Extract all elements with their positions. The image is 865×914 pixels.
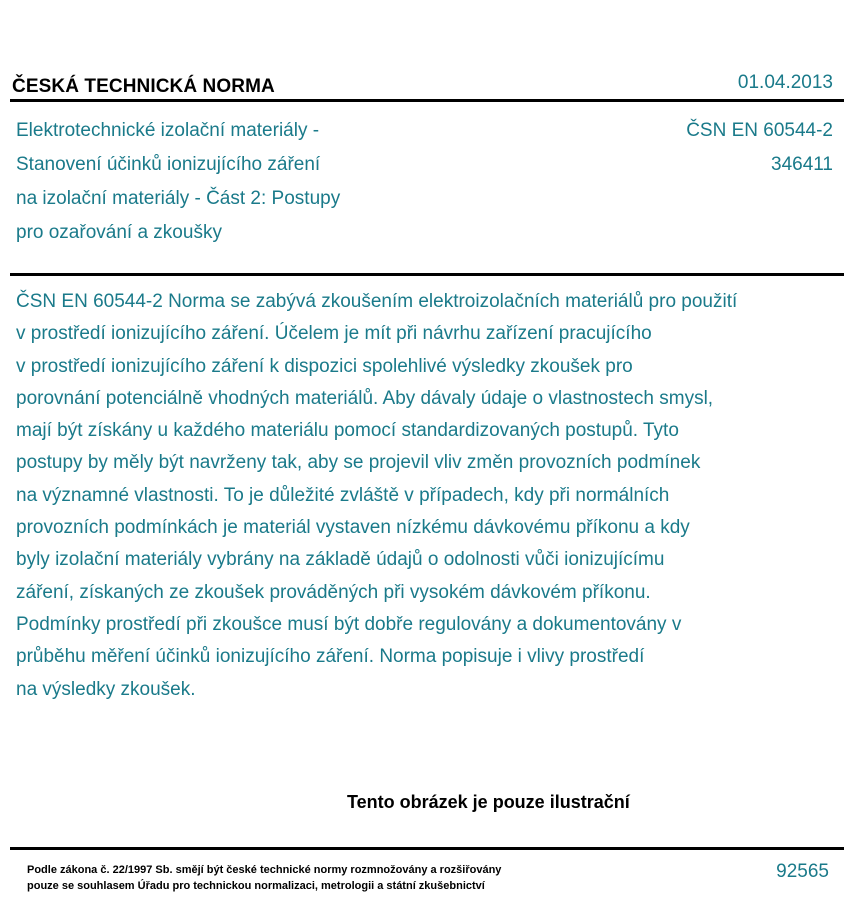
legal-notice-line: pouze se souhlasem Úřadu pro technickou normalizaci, metrologii a státní zkušebnictví: [27, 880, 485, 892]
title-divider: [10, 273, 844, 276]
document-type-heading: ČESKÁ TECHNICKÁ NORMA: [12, 76, 275, 97]
abstract-line: mají být získány u každého materiálu pomocí standardizovaných postupů. Tyto: [16, 420, 679, 442]
standard-title: [16, 114, 436, 250]
abstract-line: byly izolační materiály vybrány na základě údajů o odolnosti vůči ionizujícímu: [16, 549, 665, 571]
standard-title-line: na izolační materiály - Část 2: Postupy: [16, 188, 341, 209]
classification-code: 346411: [771, 154, 833, 175]
abstract-line: porovnání potenciálně vhodných materiálů. Aby dávaly údaje o vlastnostech smysl,: [16, 387, 714, 409]
standard-title-line: Elektrotechnické izolační materiály -: [16, 120, 320, 141]
standard-designation: ČSN EN 60544-2: [686, 120, 833, 141]
legal-notice-line: Podle zákona č. 22/1997 Sb. smějí být české technické normy rozmnožovány a rozšiřovány: [27, 864, 502, 876]
abstract-line: ČSN EN 60544-2 Norma se zabývá zkoušením elektroizolačních materiálů pro použití: [16, 291, 738, 312]
footer-divider: [10, 847, 844, 850]
legal-notice: [27, 862, 501, 894]
abstract-text: [16, 286, 846, 706]
abstract-line: průběhu měření účinků ionizujícího záření. Norma popisuje i vlivy prostředí: [16, 646, 645, 668]
abstract-line: na výsledky zkoušek.: [16, 678, 196, 700]
abstract-line: na významné vlastnosti. To je důležité zvláště v případech, kdy při normálních: [16, 484, 670, 506]
publication-date: 01.04.2013: [737, 72, 833, 93]
abstract-line: záření, získaných ze zkoušek prováděných při vysokém dávkovém příkonu.: [16, 581, 651, 603]
header-divider: [10, 99, 844, 102]
standard-identifiers: [686, 114, 833, 182]
catalog-number: 92565: [776, 861, 829, 882]
abstract-line: Podmínky prostředí při zkoušce musí být dobře regulovány a dokumentovány v: [16, 613, 682, 635]
standard-title-line: pro ozařování a zkoušky: [16, 222, 222, 243]
abstract-line: v prostředí ionizujícího záření. Účelem je mít při návrhu zařízení pracujícího: [16, 323, 652, 345]
standard-title-line: Stanovení účinků ionizujícího záření: [16, 154, 321, 175]
illustration-notice: Tento obrázek je pouze ilustrační: [347, 792, 630, 812]
abstract-line: v prostředí ionizujícího záření k dispozici spolehlivé výsledky zkoušek pro: [16, 355, 633, 377]
abstract-line: postupy by měly být navrženy tak, aby se projevil vliv změn provozních podmínek: [16, 452, 701, 474]
abstract-line: provozních podmínkách je materiál vystaven nízkému dávkovému příkonu a kdy: [16, 517, 690, 539]
